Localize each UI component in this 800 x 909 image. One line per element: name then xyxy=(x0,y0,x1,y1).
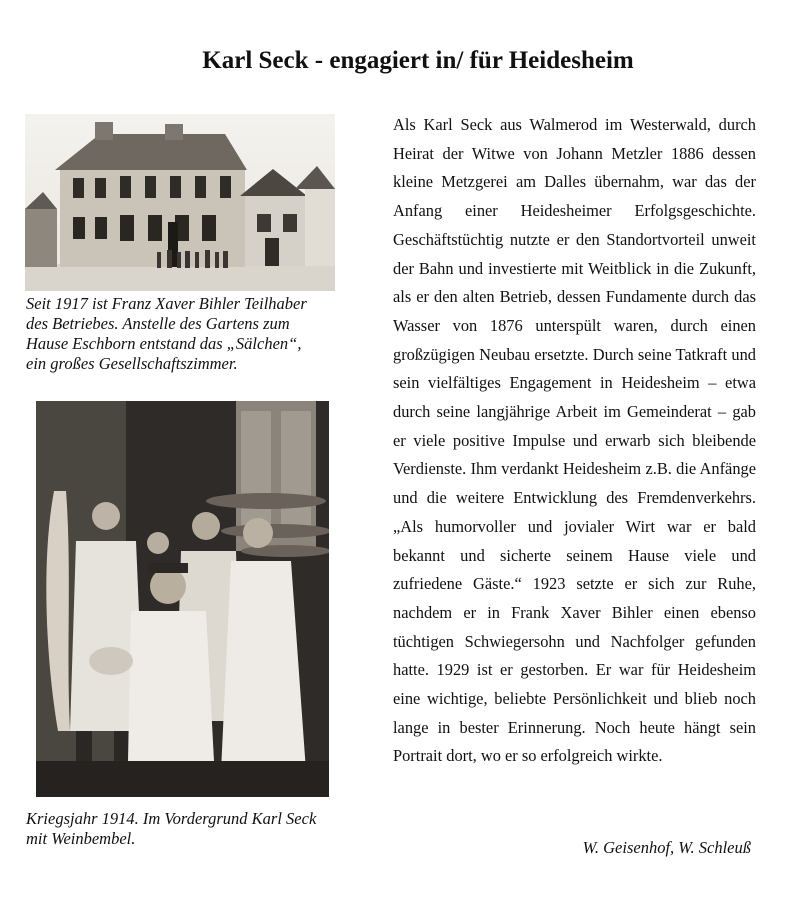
building-photo xyxy=(25,114,335,291)
butchers-photo xyxy=(36,401,329,797)
author-credit: W. Geisenhof, W. Schleuß xyxy=(582,838,751,857)
butchers-photo-caption: Kriegsjahr 1914. Im Vordergrund Karl Seck mit Weinbembel. xyxy=(26,809,317,848)
butchers-photo-image xyxy=(36,401,329,797)
building-photo-caption: Seit 1917 ist Franz Xaver Bihler Teilhaber des Betriebes. Anstelle des Gartens zum Hause Eschborn entstand das „Sälchen“, ein großes Gesellschaftszimmer. xyxy=(26,294,307,373)
article-body: Als Karl Seck aus Walmerod im Westerwald, durch Heirat der Witwe von Johann Metzler 1886 dessen kleine Metzgerei am Dalles übernahm, war das der Anfang einer Heidesheimer Erfolgsgeschichte. Geschäftstüchtig nutzte er den Standortvorteil unweit der Bahn und investierte mit Weitblick in die Zukunft, als er den alten Betrieb, dessen Fundamente durch das Wasser von 1876 unterspült waren, durch einen großzügigen Neubau ersetzte. Durch seine Tatkraft und sein vielfältiges Engagement in Heidesheim – etwa durch seine langjährige Arbeit im Gemeinderat – gab er viele positive Impulse und erwarb sich bleibende Verdienste. Ihm verdankt Heidesheim z.B. die Anfänge und die weitere Entwicklung des Fremdenverkehrs. „Als humorvoller und jovialer Wirt war er bald bekannt und sicherte seinem Hause viele und zufriedene Gäste.“ 1923 setzte er sich zur Ruhe, nachdem er in Frank Xaver Bihler einen ebenso tüchtigen Schwiegersohn und Nachfolger gefunden hatte. 1929 ist er gestorben. Er war für Heidesheim eine wichtige, beliebte Persönlichkeit und blieb noch lange in bester Erinnerung. Noch heute hängt sein Portrait dort, wo er so erfolgreich wirkte. xyxy=(393,115,756,766)
building-photo-image xyxy=(25,114,335,291)
page-title: Karl Seck - engagiert in/ für Heidesheim xyxy=(202,47,634,74)
